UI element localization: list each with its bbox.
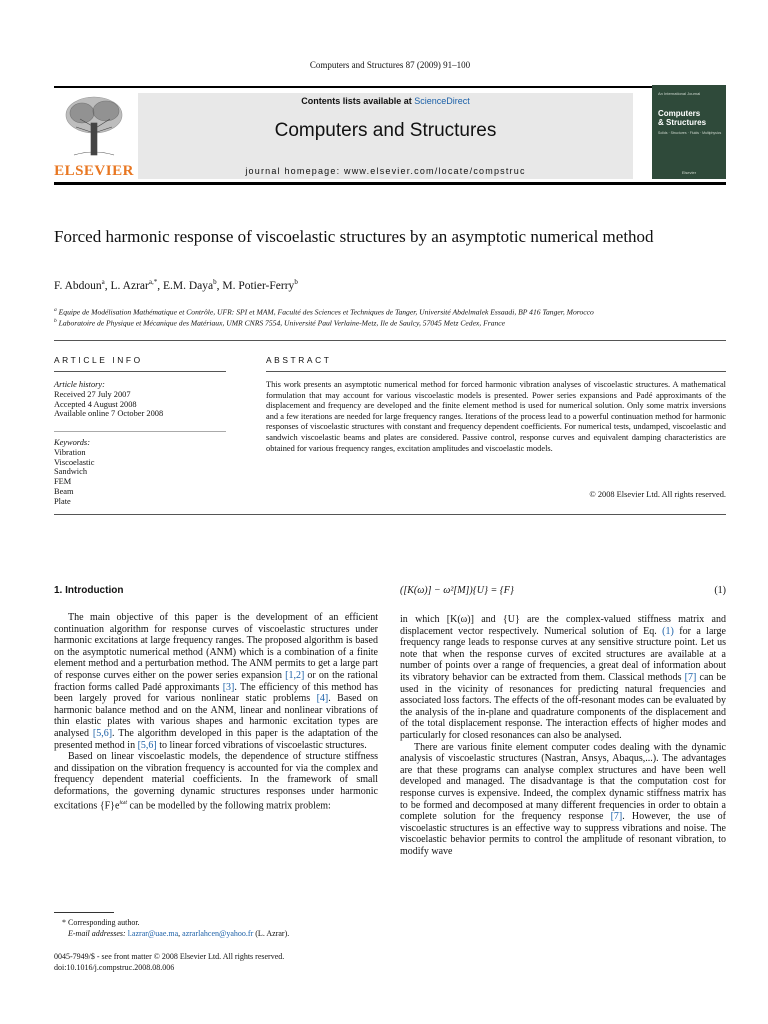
header-top-rule [54, 86, 726, 88]
keywords-rule [54, 431, 226, 432]
keyword: Viscoelastic [54, 457, 95, 467]
footnote-star: * [62, 918, 66, 927]
contents-line [138, 96, 633, 106]
issn-line: 0045-7949/$ - see front matter © 2008 Elsevier Ltd. All rights reserved. [54, 952, 285, 961]
affiliation-a: $^a$ Equipe de Modélisation Mathématique et Contrôle, UFR: SPI et MAM, Faculté des Sciences et Techniques de Tanger, Université Abdelmalek Essaadi, BP 416 Tanger, Morocco [54, 307, 594, 317]
keyword: Beam [54, 486, 74, 496]
intro-heading: 1. Introduction [54, 585, 124, 596]
section-rule-bottom [54, 514, 726, 515]
footnote-rule [54, 912, 114, 913]
intro-paragraph-3: in which [K(ω)] and {U} are the complex-valued stiffness matrix and displacement vector respectively. Numerical solution of Eq. (1) for a large frequency range leads to response curves at any sensitive structure point. Let us note that when the response curves of excited structures are available at a number of points over a range of frequencies, a great deal of information about its vibratory behavior can be extracted from them. Classical methods [7] can be used in the vicinity of resonances for predicting natural frequencies and associated loss factors. The effects of the off-resonant modes can be evaluated by the analysis of the in-plane and quadrature components of the displacement and of the total displacement response. The interaction effects of higher modes and particularly for closed resonances can also be analysed. [400, 614, 726, 741]
keyword: FEM [54, 477, 72, 487]
publisher-wordmark: ELSEVIER [54, 163, 134, 179]
journal-reference: Computers and Structures 87 (2009) 91–100 [309, 60, 471, 70]
citation-link[interactable]: [7] [684, 671, 697, 683]
author-name: E.M. Daya [162, 279, 214, 292]
email-link[interactable]: azrarlahcen@yahoo.fr [182, 928, 254, 938]
keywords-block [54, 438, 244, 507]
equation-number: (1) [714, 585, 726, 596]
history-label: Article history: [54, 380, 105, 389]
intro-right-column [400, 614, 726, 857]
email-link[interactable]: l.azrar@uae.ma [127, 928, 179, 938]
citation-link[interactable]: [1,2] [285, 669, 305, 681]
keyword: Sandwich [54, 467, 88, 477]
sciencedirect-link[interactable]: ScienceDirect [414, 96, 470, 106]
header-bottom-rule [54, 182, 726, 185]
intro-paragraph-4: There are various finite element computer codes dealing with the dynamic analysis of viscoelastic structures (Nastran, Ansys, Abaqus,...). The advantages are that these programs can analyse complex structures and have been well developed and managed. The disadvantage is that the computation cost for response curves is expensive. Indeed, the complex dynamic stiffness matrix has to be formed and decomposed at many different frequencies in order to obtain a complete solution for the frequency response [7]. However, the use of viscoelastic structures is an effective way to suppress vibrations and noise. The viscoelastic behavior permits to control the amplitude of resonant vibration, to modify wave [400, 741, 726, 857]
citation-link[interactable]: [5,6] [137, 739, 157, 751]
abstract-text: This work presents an asymptotic numerical method for forced harmonic vibration analyses of viscoelastic structures. A mathematical formulation that may account for various viscoelastic models is presented. Power series expansions and Padé approximants of the displacement and frequency are developed and the finite element method is used for numerical solution. Only some matrix inversions and a few iterations are needed for large frequency ranges. Iterations of the process lead to a powerful continuation method for harmonic responses of viscoelastic structures with constant and frequency dependent coefficients. For numerical tests, undamped, viscoelastic and sandwich viscoelastic beams and plates are considered. Passive control, response curves and equivalent damping characteristics are obtained for various frequency ranges, excitation amplitudes and viscoelastic models. [266, 380, 726, 453]
history-received: Received 27 July 2007 [54, 389, 131, 399]
citation-link[interactable]: [4] [316, 693, 329, 705]
intro-paragraph-1: The main objective of this paper is the development of an efficient continuation algorithm for response curves of viscoelastic structures under harmonic excitations at large frequency ranges. The proposed algorithm is based on the asymptotic numerical method (ANM) which is a combination of a finite element method and a perturbation method. The ANM permits to get a large part of response curves either on the power series expansion [1,2] or on the rational fraction forms called Padé approximants [3]. The efficiency of this method has been largely proved for various nonlinear static problems [4]. Based on harmonic balance method and on the ANM, linear and nonlinear vibrations of thin elastic plates with various shapes and harmonic excitation types are analysed [5,6]. The algorithm developed in this paper is the adaptation of the presented method in [5,6] to linear forced vibrations of viscoelastic structures. [54, 612, 378, 751]
email-label: E-mail addresses: [68, 928, 126, 938]
author-name: L. Azrar [110, 279, 149, 292]
affiliation-b: $^b$ Laboratoire de Physique et Mécanique des Matériaux, UMR CNRS 7554, Université Paul Verlaine-Metz, Ile de Saulcy, 57045 Metz Cedex, France [54, 318, 506, 328]
keyword: Plate [54, 496, 71, 506]
article-info-rule [54, 371, 226, 372]
journal-title: Computers and Structures [274, 120, 497, 141]
keywords-label: Keywords: [54, 438, 90, 447]
equation-1: ([K(ω)] − ω²[M]){U} = {F} [400, 585, 514, 596]
citation-link[interactable]: [7] [610, 811, 623, 823]
section-rule [54, 340, 726, 341]
article-title: Forced harmonic response of viscoelastic structures by an asymptotic numerical method [54, 227, 654, 246]
journal-cover-thumbnail [652, 85, 726, 179]
equation-ref-link[interactable]: (1) [662, 625, 674, 637]
article-info-heading: ARTICLE INFO [54, 355, 143, 365]
cover-title: Computers & Structures [658, 109, 707, 127]
corresponding-author: Corresponding author. [68, 918, 140, 927]
abstract-rule [266, 371, 726, 372]
keyword: Vibration [54, 447, 86, 457]
abstract-heading: ABSTRACT [266, 355, 332, 365]
history-online: Available online 7 October 2008 [54, 409, 164, 419]
history-accepted: Accepted 4 August 2008 [54, 399, 137, 409]
citation-link[interactable]: [5,6] [92, 727, 113, 739]
intro-left-column [54, 612, 378, 811]
author-name: F. Abdoun [54, 279, 102, 292]
cover-subtitle: Solids · Structures · Fluids · Multiphysics [658, 131, 722, 135]
abstract-copyright: © 2008 Elsevier Ltd. All rights reserved. [589, 490, 726, 499]
article-history [54, 380, 244, 419]
intro-paragraph-2: Based on linear viscoelastic models, the dependence of structure stiffness and dissipation on the vibration frequency is accounted for via the complex and frequency dependent material coefficients. In the framework of small deformations, the governing dynamic structures responses under harmonic excitations $\{F\}e^{i\omega t}$ can be modelled by the following matrix problem: [54, 751, 378, 811]
citation-link[interactable]: [3] [222, 681, 235, 693]
footnote: * Corresponding author. E-mail addresses: l.azrar@uae.ma, azrarlahcen@yahoo.fr (L. Azrar). [62, 918, 290, 938]
doi-line[interactable]: doi:10.1016/j.compstruc.2008.08.006 [54, 962, 175, 972]
cover-publisher: Elsevier [681, 170, 697, 175]
author-name: M. Potier-Ferry [222, 279, 295, 292]
author-list: F. Abdoun$^a$, L. Azrar$^{a,*}$, E.M. Daya$^b$, M. Potier-Ferry$^b$ [54, 278, 298, 292]
contents-prefix: Contents lists available at [301, 96, 415, 106]
journal-homepage[interactable]: journal homepage: www.elsevier.com/locate/compstruc [245, 166, 526, 176]
front-matter [54, 952, 454, 973]
cover-top-line: An International Journal [658, 91, 701, 96]
